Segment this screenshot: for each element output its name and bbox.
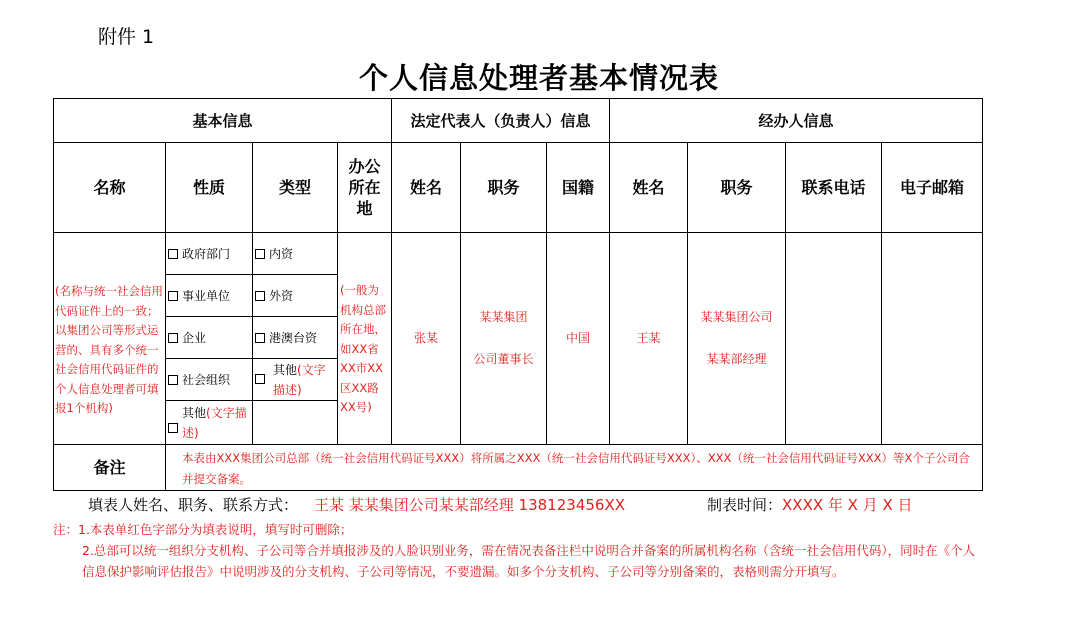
- filler-value[interactable]: 王某 某某集团公司某某部经理 138123456XX: [314, 496, 625, 514]
- checkbox-icon[interactable]: [255, 374, 265, 384]
- nature-option[interactable]: 企业: [166, 317, 253, 359]
- group-handler-info: 经办人信息: [610, 99, 982, 143]
- checkbox-icon[interactable]: [255, 291, 265, 301]
- name-note: (名称与统一社会信用代码证件上的一致；以集团公司等形式运营的、具有多个统一社会信用代码证件的个人信息处理者可填报1个机构): [55, 284, 163, 416]
- type-option[interactable]: 内资: [253, 233, 338, 275]
- col-rep-name: 姓名: [392, 143, 461, 233]
- type-other-note: (文字描述): [273, 363, 326, 397]
- remark-label: 备注: [54, 445, 166, 490]
- checkbox-icon[interactable]: [168, 291, 178, 301]
- handler-email-cell[interactable]: [882, 233, 982, 445]
- type-empty-cell: [253, 401, 338, 445]
- nature-option-other[interactable]: 其他(文字描述): [166, 401, 253, 445]
- office-note: (一般为机构总部所在地，如XX省XX市XX区XX路XX号): [340, 283, 386, 415]
- footnotes: [53, 519, 982, 582]
- remark-cell[interactable]: [166, 445, 982, 490]
- filler-info: [88, 494, 625, 515]
- checkbox-icon[interactable]: [255, 333, 265, 343]
- date-label: 制表时间：: [707, 496, 783, 514]
- group-legal-rep-info: 法定代表人（负责人）信息: [392, 99, 610, 143]
- col-type: 类型: [253, 143, 338, 233]
- nature-option[interactable]: 政府部门: [166, 233, 253, 275]
- date-value[interactable]: XXXX 年 X 月 X 日: [782, 496, 913, 514]
- type-option[interactable]: 外资: [253, 275, 338, 317]
- rep-nationality-cell[interactable]: 中国: [547, 233, 610, 445]
- checkbox-icon[interactable]: [255, 249, 265, 259]
- type-option[interactable]: 港澳台资: [253, 317, 338, 359]
- page-title: 个人信息处理者基本情况表: [358, 61, 719, 95]
- col-handler-name: 姓名: [610, 143, 688, 233]
- type-option-other[interactable]: 其他(文字描述): [253, 359, 338, 401]
- handler-position-cell[interactable]: 某某集团公司 某某部经理: [688, 233, 786, 445]
- checkbox-icon[interactable]: [168, 333, 178, 343]
- col-handler-email: 电子邮箱: [882, 143, 982, 233]
- footnote-1: 注：1.本表单红色字部分为填表说明，填写时可删除；: [53, 522, 353, 537]
- col-rep-nationality: 国籍: [547, 143, 610, 233]
- checkbox-icon[interactable]: [168, 423, 178, 433]
- col-nature: 性质: [166, 143, 253, 233]
- office-note-cell[interactable]: [338, 233, 392, 445]
- nature-option[interactable]: 事业单位: [166, 275, 253, 317]
- handler-name-cell[interactable]: 王某: [610, 233, 688, 445]
- rep-name-cell[interactable]: 张某: [392, 233, 461, 445]
- col-office: 办公所在地: [338, 143, 392, 233]
- name-note-cell[interactable]: [54, 233, 166, 445]
- remark-text: 本表由XXX集团公司总部（统一社会信用代码证号XXX）将所属之XXX（统一社会信用代码证号XXX）、XXX（统一社会信用代码证号XXX）等X个子公司合并提交备案。: [182, 450, 970, 486]
- group-basic-info: 基本信息: [54, 99, 392, 143]
- nature-option[interactable]: 社会组织: [166, 359, 253, 401]
- checkbox-icon[interactable]: [168, 249, 178, 259]
- col-handler-position: 职务: [688, 143, 786, 233]
- col-handler-phone: 联系电话: [786, 143, 882, 233]
- checkbox-icon[interactable]: [168, 375, 178, 385]
- rep-position-cell[interactable]: 某某集团 公司董事长: [461, 233, 547, 445]
- attachment-label: 附件 1: [98, 26, 155, 48]
- footnote-2: 2.总部可以统一组织分支机构、子公司等合并填报涉及的人脸识别业务，需在情况表备注栏中说明合并备案的所属机构名称（含统一社会信用代码），同时在《个人信息保护影响评估报告》中说明涉及的分支机构、子公司等情况，不要遗漏。如多个分支机构、子公司等分别备案的，表格则需分开填写。: [82, 543, 976, 579]
- info-table: [53, 98, 983, 491]
- filler-label: 填表人姓名、职务、联系方式：: [88, 496, 299, 514]
- handler-phone-cell[interactable]: [786, 233, 882, 445]
- col-name: 名称: [54, 143, 166, 233]
- date-info: [707, 494, 913, 515]
- nature-other-note: (文字描述): [182, 406, 247, 440]
- col-rep-position: 职务: [461, 143, 547, 233]
